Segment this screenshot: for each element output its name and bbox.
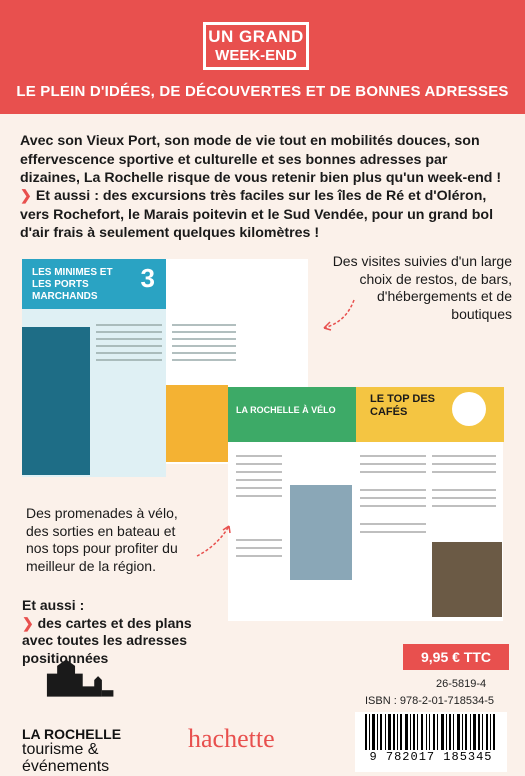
right-page-lines (236, 450, 496, 610)
spread-title-box (22, 259, 167, 309)
tops-title: LE TOP DES CAFÉS (370, 393, 436, 418)
barcode-digits: 9 782017 185345 (355, 750, 507, 764)
arrow-to-velo-icon (195, 520, 235, 560)
orange-sidebar (166, 385, 228, 462)
publisher-logo: hachette (188, 724, 275, 753)
la-rochelle-tower-logo (22, 648, 146, 726)
caption-visits: Des visites suivies d'un large choix de restos, de bars, d'hébergements et de boutiques (332, 253, 512, 322)
velo-title: LA ROCHELLE À VÉLO (236, 405, 336, 415)
spread-title: LES MINIMES ET LES PORTS MARCHANDS (32, 267, 113, 302)
isbn: ISBN : 978-2-01-718534-5 (365, 695, 495, 707)
price-tag: 9,95 € TTC (403, 644, 509, 670)
also-maps-body: des cartes et des plans avec toutes les adresses positionnées (22, 614, 192, 666)
spread-page-number: 3 (140, 263, 155, 293)
aquarium-photo (22, 327, 90, 475)
also-text: Et aussi : des excursions très faciles sur les îles de Ré et d'Oléron, vers Rochefort, le Marais poitevin et le Sud Vendée, pour un grand bol d'air frais à seulement quelques kilomètres ! (20, 188, 494, 241)
also-paragraph (20, 187, 510, 243)
chevron-right-icon: ❯ (22, 614, 34, 631)
series-logo (203, 22, 309, 70)
also-maps-title: Et aussi : (22, 597, 85, 613)
product-code: 26-5819-4 (436, 678, 487, 690)
intro-paragraph: Avec son Vieux Port, son mode de vie tout en mobilités douces, son effervescence sportive et culturelle et ses bonnes adresses par dizaines, La Rochelle risque de vous retenir bien plus qu'un week-end ! (20, 133, 502, 186)
series-logo-line1: UN GRAND (208, 27, 304, 46)
velo-header (228, 387, 356, 442)
caption-promenades: Des promenades à vélo, des sorties en bateau et nos tops pour profiter du meilleur de la région. (26, 505, 178, 574)
series-logo-line2: WEEK-END (215, 47, 297, 64)
text-lines-decor (96, 320, 308, 380)
partner-line3: événements (22, 758, 110, 775)
arrow-to-spread-icon (318, 296, 358, 336)
tagline: LE PLEIN D'IDÉES, DE DÉCOUVERTES ET DE BONNES ADRESSES (16, 83, 509, 100)
partner-line2: tourisme & (22, 741, 99, 758)
coffee-cup-icon (452, 392, 486, 426)
chevron-right-icon: ❯ (20, 188, 32, 204)
partner-name: LA ROCHELLE (22, 726, 122, 742)
